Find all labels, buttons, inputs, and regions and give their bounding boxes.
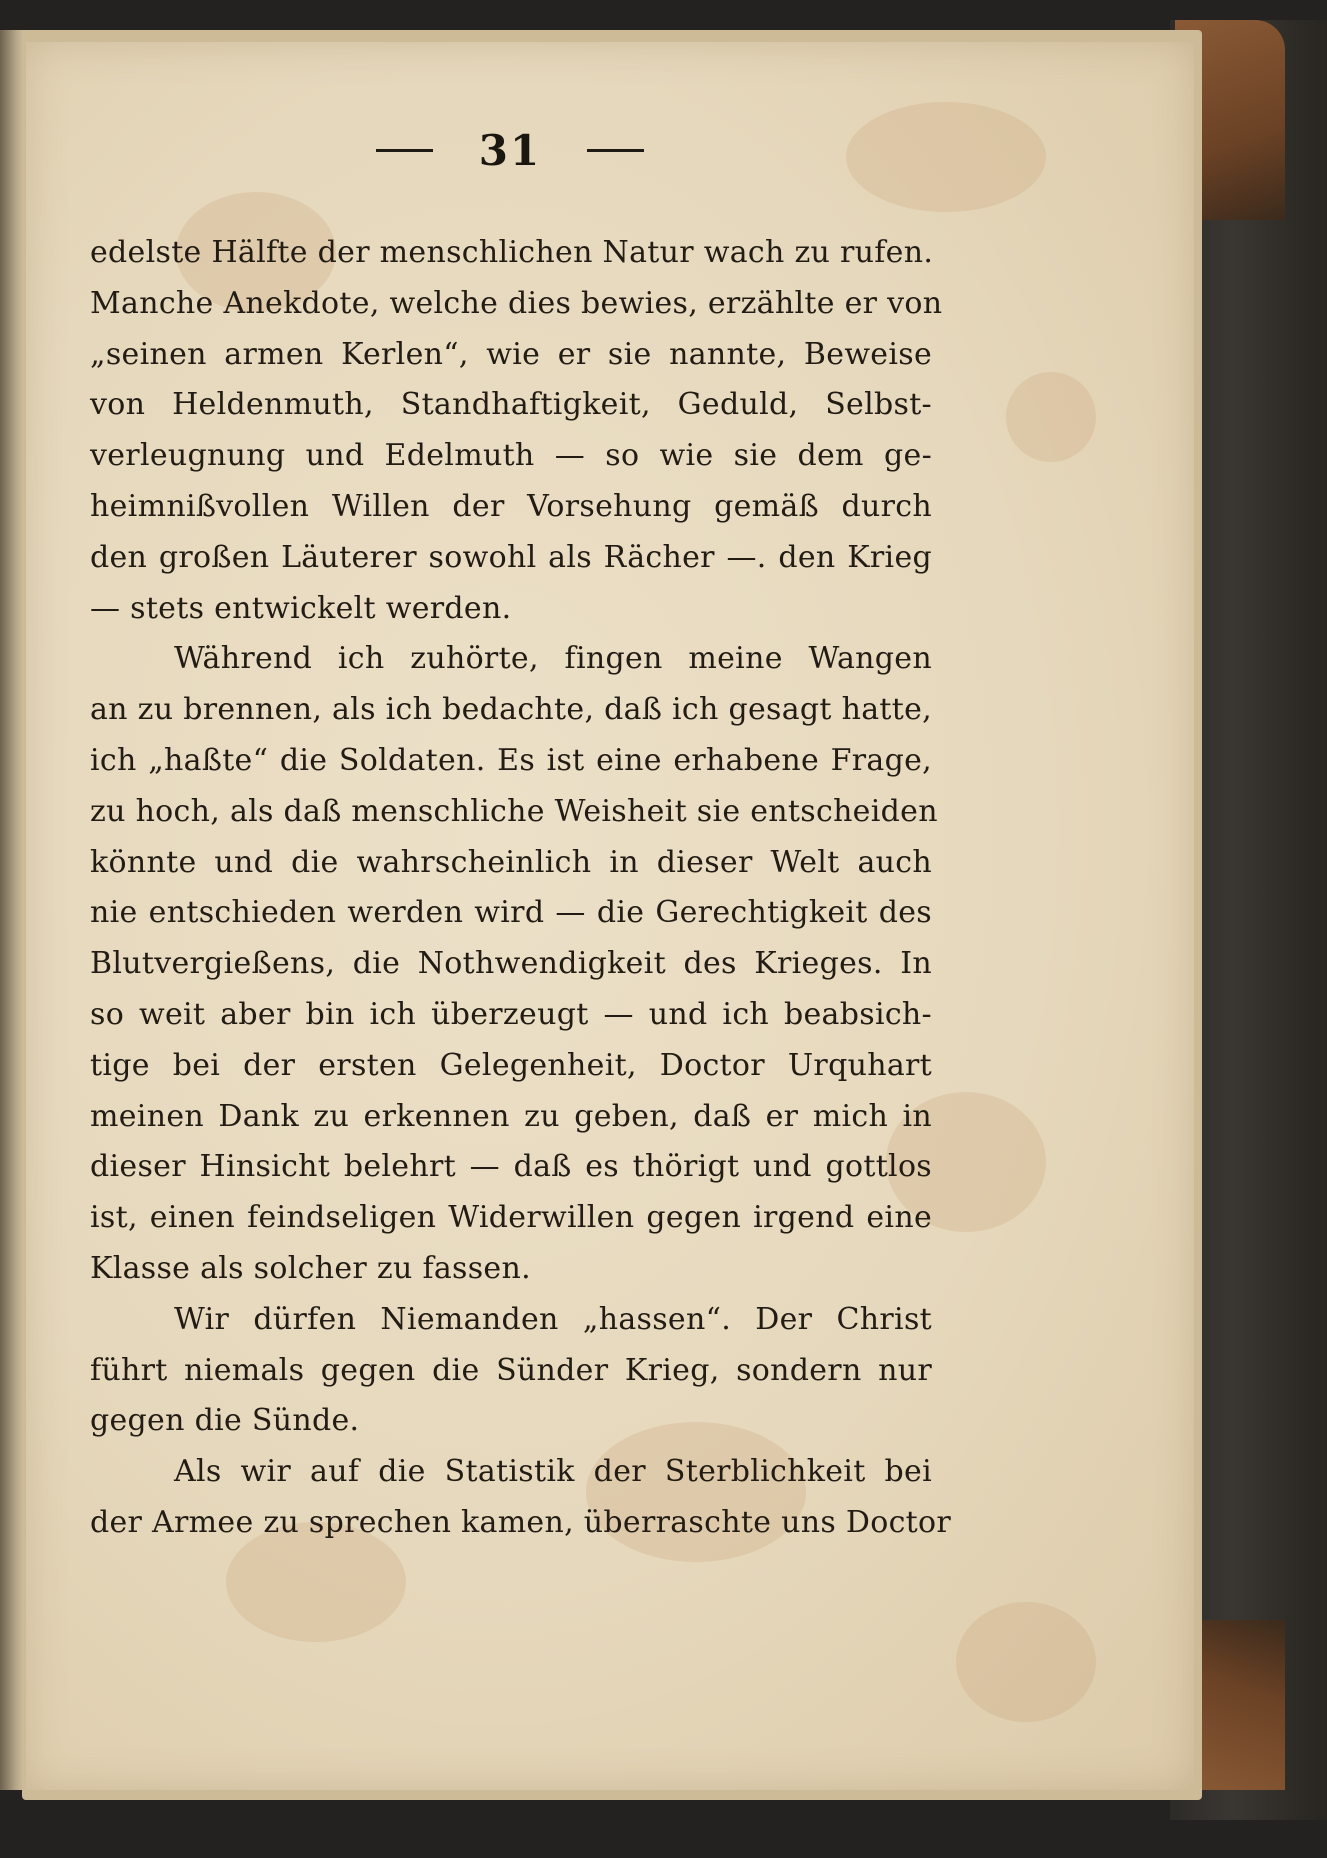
paragraph [90,634,938,1294]
text-line: Als wir auf die Statistik der Sterblichkeit bei [174,1454,932,1490]
foxing-stain [846,102,1046,212]
text-line: Klasse als solcher zu fassen. [90,1250,531,1286]
text-line: tige bei der ersten Gelegenheit, Doctor Urquhart [90,1047,932,1083]
text-line: gegen die Sünde. [90,1403,360,1439]
text-line: meinen Dank zu erkennen zu geben, daß er mich in [90,1098,932,1134]
text-line: der Armee zu sprechen kamen, überraschte uns Doctor [90,1504,952,1540]
text-line: könnte und die wahrscheinlich in dieser Welt auch [90,844,932,880]
text-line: ich „haßte“ die Soldaten. Es ist eine erhabene Frage, [90,742,932,778]
text-line: Manche Anekdote, welche dies bewies, erzählte er von [90,285,943,321]
foxing-stain [956,1602,1096,1722]
header-rule-left [376,149,433,152]
text-line: verleugnung und Edelmuth — so wie sie dem ge- [90,438,932,474]
text-line: Wir dürfen Niemanden „hassen“. Der Christ [174,1301,932,1337]
page-header [330,120,690,180]
text-line: nie entschieden werden wird — die Gerechtigkeit des [90,895,932,931]
text-line: dieser Hinsicht belehrt — daß es thörigt und gottlos [90,1149,932,1185]
text-line: Blutvergießens, die Nothwendigkeit des Krieges. In [90,946,932,982]
paragraph [90,1295,932,1447]
text-line: führt niemals gegen die Sünder Krieg, sondern nur [90,1352,932,1388]
text-line: edelste Hälfte der menschlichen Natur wach zu rufen. [90,235,934,270]
paragraph [90,1447,952,1549]
text-line: zu hoch, als daß menschliche Weisheit sie entscheiden [90,793,938,829]
text-line: den großen Läuterer sowohl als Rächer —. den Krieg [90,539,932,575]
paragraph [90,228,943,634]
text-line: „seinen armen Kerlen“, wie er sie nannte, Beweise [90,336,932,372]
text-line: an zu brennen, als ich bedachte, daß ich gesagt hatte, [90,692,932,728]
page-number: 31 [478,125,542,175]
text-line: von Heldenmuth, Standhaftigkeit, Geduld, Selbst- [90,387,932,423]
text-line: ist, einen feindseligen Widerwillen gegen irgend eine [90,1200,932,1236]
text-line: Während ich zuhörte, fingen meine Wangen [174,641,932,677]
text-line: so weit aber bin ich überzeugt — und ich beabsich- [90,996,932,1032]
foxing-stain [1006,372,1096,462]
header-rule-right [587,149,644,152]
text-line: heimnißvollen Willen der Vorsehung gemäß durch [90,488,932,524]
body-text [90,228,952,1549]
text-line: — stets entwickelt werden. [90,590,512,626]
